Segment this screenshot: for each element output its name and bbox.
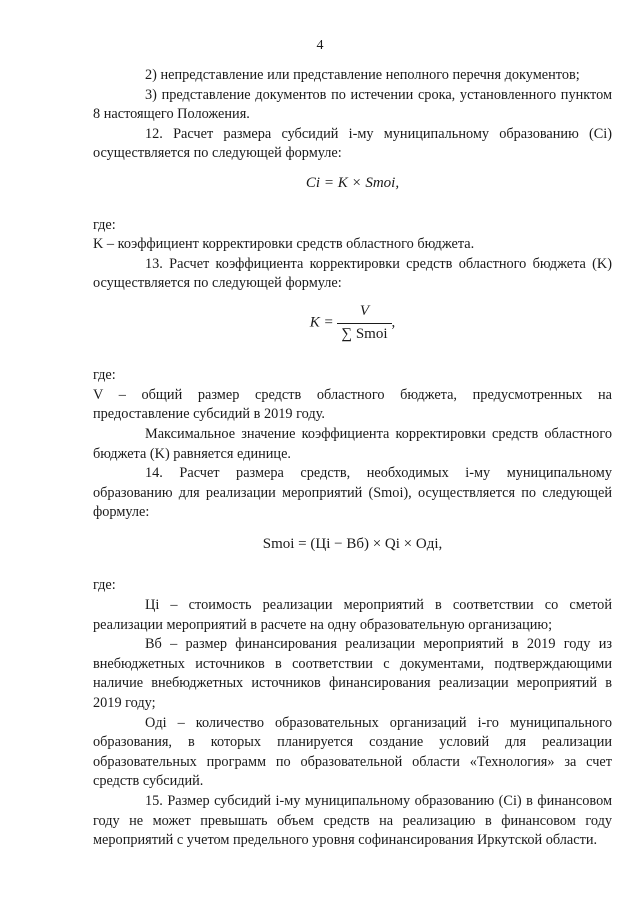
formula-coefficient-tail: ,	[391, 314, 396, 331]
formula-coefficient-lhs: K =	[309, 314, 334, 331]
definition-v: V – общий размер средств областного бюджета, предусмотренных на предоставление субсидий в 2019 году.	[93, 386, 612, 423]
formula-smoi-text: Smoi = (Цi − Вб) × Qi × Oдi,	[262, 535, 443, 552]
formula-coefficient	[93, 302, 612, 344]
formula-coefficient-denominator: ∑ Smoi	[341, 325, 388, 342]
where-label-12: где:	[93, 216, 116, 233]
list-item-2: 2) непредставление или представление неполного перечня документов;	[145, 67, 580, 83]
formula-coefficient-numerator: V	[337, 302, 391, 324]
formula-subsidy	[93, 174, 612, 194]
where-label-14: где:	[93, 577, 116, 594]
formula-smoi	[93, 535, 612, 555]
formula-coefficient-fraction	[337, 302, 391, 344]
definition-cost: Цi – стоимость реализации мероприятий в соответствии со сметой реализации мероприятий в расчете на одну образовательную организацию;	[93, 597, 612, 633]
definition-k: K – коэффициент корректировки средств областного бюджета.	[93, 236, 475, 253]
paragraph-13: 13. Расчет коэффициента корректировки средств областного бюджета (K) осуществляется по следующей формуле:	[93, 255, 612, 292]
document-body	[93, 66, 612, 851]
definition-vb: Вб – размер финансирования реализации мероприятий в 2019 году из внебюджетных источников в соответствии с документами, подтверждающими наличие внебюджетных источников финансирования реализации мероприятий в 2019 году;	[93, 636, 612, 712]
paragraph-max-value: Максимальное значение коэффициента корректировки средств областного бюджета (K) равняется единице.	[93, 425, 612, 462]
paragraph-15: 15. Размер субсидий i-му муниципальному образованию (Ci) в финансовом году не может превышать объем средств на реализацию в финансовом году мероприятий с учетом предельного уровня софинансирования Иркутской области.	[93, 793, 612, 849]
definition-count: Oдi – количество образовательных организаций i-го муниципального образования, в которых планируется создание условий для реализации образовательных программ по образовательной области «Технология» за счет средств субсидий.	[93, 714, 612, 790]
formula-subsidy-text: Ci = K × Smoi,	[305, 174, 400, 191]
paragraph-12: 12. Расчет размера субсидий i-му муниципальному образованию (Ci) осуществляется по следующей формуле:	[93, 125, 612, 162]
where-label-13: где:	[93, 367, 116, 384]
page-number: 4	[316, 38, 324, 53]
list-item-3: 3) представление документов по истечении срока, установленного пунктом 8 настоящего Положения.	[93, 86, 612, 123]
paragraph-14: 14. Расчет размера средств, необходимых i-му муниципальному образованию для реализации мероприятий (Smoi), осуществляется по следующей формуле:	[93, 465, 612, 521]
